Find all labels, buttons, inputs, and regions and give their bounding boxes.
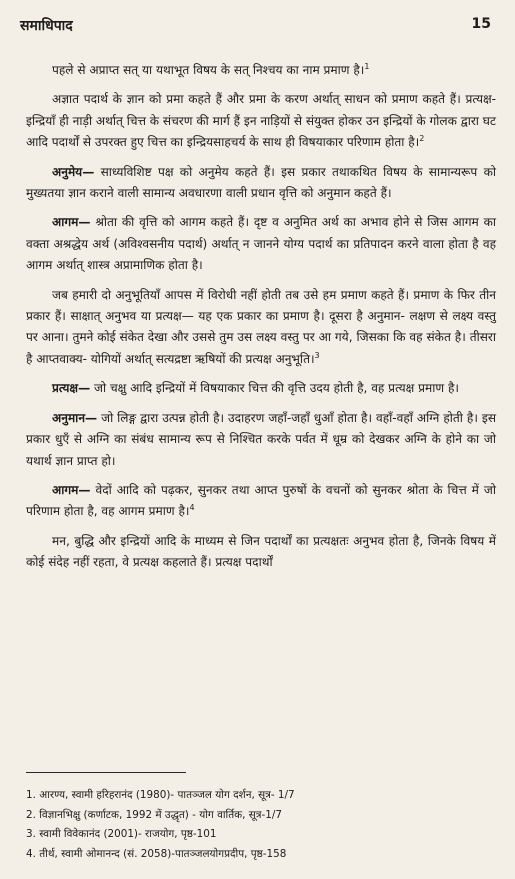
paragraph-text: जो चक्षु आदि इन्द्रियों में विषयाकार चित्त की वृत्ति उदय होती है, वह प्रत्यक्ष प्रमाण है।: [90, 381, 459, 396]
paragraph-text: अज्ञात पदार्थ के ज्ञान को प्रमा कहते हैं और प्रमा के करण अर्थात् साधन को प्रमाण कहते हैं। प्रत्यक्ष-इन्द्रियाँ ही नाड़ी अर्थात् चित्त के संचरण की मार्ग हैं इन नाड़ियों से संयुक्त होकर उन इन्द्रियों के गोलक द्वारा घट आदि पदार्थों से उपरक्त हुए चित्त का इन्द्रियसाहचर्य के साथ ही विषयाकार परिणाम होता है।: [26, 92, 496, 150]
paragraph-text: जो लिङ्ग द्वारा उत्पन्न होती है। उदाहरण जहाँ-जहाँ धुआँ होता है। वहाँ-वहाँ अग्नि होती है। इस प्रकार धुएँ से अग्नि का संबंध सामान्य रूप से निश्चित करके पर्वत में धूम्र को देखकर अग्नि के होने का जो यथार्थ ज्ञान प्राप्त हो।: [26, 410, 496, 468]
paragraph-1: [26, 60, 496, 81]
paragraph-5: [26, 285, 496, 371]
footnote-ref: 3: [314, 350, 320, 360]
paragraph-pratyaksh: [26, 378, 496, 399]
footnote-item: 2. विज्ञानभिक्षु (कर्णाटक, 1992 में उद्धृत) - योग वार्तिक, सूत्र-1/7: [26, 808, 282, 821]
paragraph-anumeya: [26, 162, 496, 205]
term-heading: अनुमान—: [52, 410, 98, 425]
paragraph-2: [26, 89, 496, 153]
paragraph-anuman: [26, 408, 496, 472]
term-heading: प्रत्यक्ष—: [52, 381, 91, 396]
footnote-item: 3. स्वामी विवेकानंद (2001)- राजयोग, पृष्ठ-101: [26, 828, 217, 840]
footnote-ref: 1: [364, 61, 370, 71]
footnote-item: 1. आरण्य, स्वामी हरिहरानंद (1980)- पातञ्जल योग दर्शन, सूत्र- 1/7: [26, 789, 295, 801]
paragraph-agam-2: [26, 480, 496, 523]
chapter-title: समाधिपाद: [20, 18, 73, 34]
paragraph-text: पहले से अप्राप्त सत् या यथाभूत विषय के सत् निश्चय का नाम प्रमाण है।: [52, 63, 365, 77]
paragraph-text: श्रोता की वृत्ति को आगम कहते हैं। दृष्ट व अनुमित अर्थ का अभाव होने से जिस आगम का वक्ता अश्रद्धेय अर्थ (अविश्वसनीय पदार्थ) अर्थात् न जानने योग्य पदार्थ का प्रतिपादन करने वाला होता है वह आगम अर्थात् शास्त्र अप्रामाणिक होता है।: [26, 215, 496, 273]
footnotes: [26, 786, 496, 864]
term-heading: आगम—: [52, 482, 91, 497]
term-heading: आगम—: [52, 215, 91, 230]
paragraph-9: [26, 531, 496, 574]
term-heading: अनुमेय—: [52, 164, 95, 179]
footnote-ref: 4: [189, 503, 195, 513]
footnote-ref: 2: [419, 134, 425, 144]
running-header: [20, 16, 491, 38]
paragraph-agam-1: [26, 212, 496, 276]
paragraph-text: वेदों आदि को पढ़कर, सुनकर तथा आप्त पुरुषों के वचनों को सुनकर श्रोता के चित्त में जो परिणाम होता है, वह आगम प्रमाण है।: [26, 482, 496, 519]
footnote-item: 4. तीर्थ, स्वामी ओमानन्द (सं. 2058)-पातञ्जलयोगप्रदीप, पृष्ठ-158: [26, 847, 287, 860]
main-text: [26, 60, 496, 582]
page-number: 15: [471, 16, 491, 32]
footnote-divider: [26, 772, 186, 773]
paragraph-text: मन, बुद्धि और इन्द्रियों आदि के माध्यम से जिन पदार्थों का प्रत्यक्षतः अनुभव होता है, जिनके विषय में कोई संदेह नहीं रहता, वे प्रत्यक्ष कहलाते हैं। प्रत्यक्ष पदार्थों: [26, 533, 496, 570]
paragraph-text: जब हमारी दो अनुभूतियाँ आपस में विरोधी नहीं होती तब उसे हम प्रमाण कहते हैं। प्रमाण के फिर तीन प्रकार हैं। साक्षात् अनुभव या प्रत्यक्ष— यह एक प्रकार का प्रमाण है। दूसरा है अनुमान- लक्षण से लक्ष्य वस्तु पर आना। तुमने कोई संकेत देखा और उससे तुम उस लक्ष्य वस्तु पर आ गये, जिसका कि वह संकेत है। तीसरा है आप्तवाक्य- योगियों अर्थात् सत्यद्रष्टा ऋषियों की प्रत्यक्ष अनुभूति।: [26, 287, 496, 366]
paragraph-text: साध्यविशिष्ट पक्ष को अनुमेय कहते हैं। इस प्रकार तथाकथित विषय के सामान्यरूप को मुख्यतया ज्ञान कराने वाली सामान्य अवधारणा वाली प्रधान वृत्ति को अनुमान कहते हैं।: [26, 164, 496, 201]
